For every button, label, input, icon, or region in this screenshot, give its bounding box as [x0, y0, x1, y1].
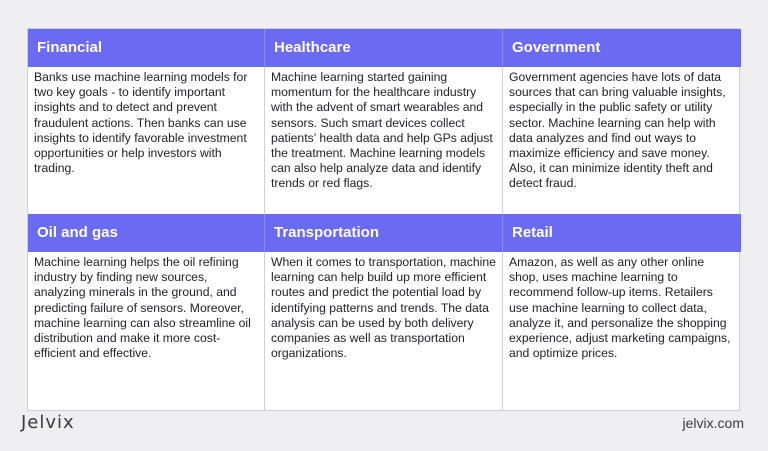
header-government: Government	[503, 29, 741, 67]
site-url: jelvix.com	[682, 415, 744, 431]
header-retail: Retail	[503, 214, 741, 252]
jelvix-logo: Jelvix	[21, 412, 75, 433]
header-transportation: Transportation	[265, 214, 503, 252]
text-retail: Amazon, as well as any other online shop, uses machine learning to recommend follow-up items. Retailers use machine learning to collect data, analyze it, and personalize the shopping experience, adjust marketing campaigns, and optimize prices.	[509, 255, 731, 361]
text-government: Government agencies have lots of data sources that can bring valuable insights, especially in the public safety or utility sector. Machine learning can help with data analyzes and find out ways to maximize efficiency and save money. Also, it can minimize identity theft and detect fraud.	[509, 70, 726, 191]
header-oil-and-gas: Oil and gas	[28, 214, 265, 252]
header-healthcare: Healthcare	[265, 29, 503, 67]
header-financial: Financial	[28, 29, 265, 67]
text-transportation: When it comes to transportation, machine learning can help build up more efficient routes and predict the potential load by identifying patterns and trends. The data analysis can be used by both delivery companies as well as transportation organizations.	[265, 252, 503, 410]
text-healthcare: Machine learning started gaining momentum for the healthcare industry with the advent of smart wearables and sensors. Such smart devices collect patients’ health data and help GPs adjust the treatment. Machine learning models can also help analyze data and identify trends or red flags.	[265, 67, 503, 214]
text-oil-and-gas: Machine learning helps the oil refining industry by finding new sources, analyzing minerals in the ground, and predicting failure of sensors. Moreover, machine learning can also streamline oil distribution and make it more cost-efficient and effective.	[28, 252, 265, 410]
industries-table	[27, 28, 740, 411]
text-financial: Banks use machine learning models for two key goals - to identify important insights and to detect and prevent fraudulent actions. Then banks can use insights to identify favorable investment opportunities or help investors with trading.	[28, 67, 265, 214]
